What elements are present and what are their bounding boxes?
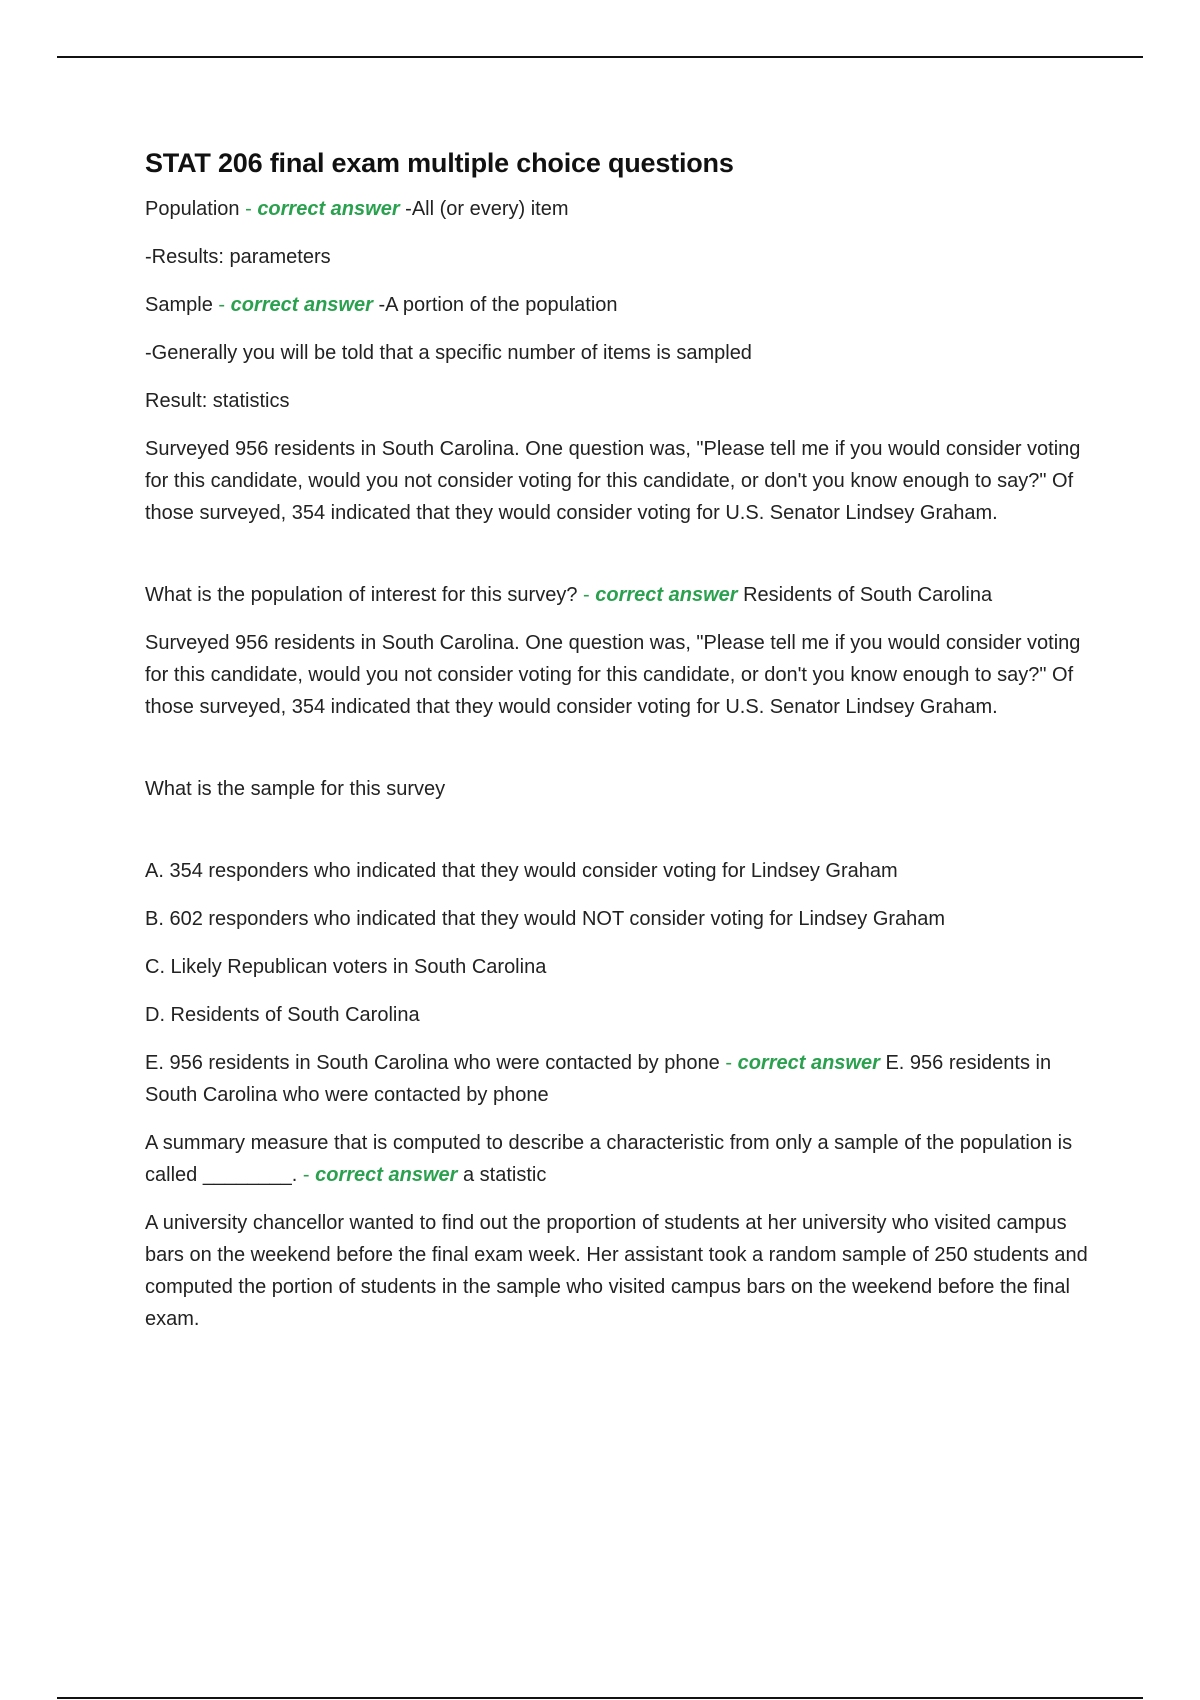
option-c: C. Likely Republican voters in South Carolina — [145, 956, 547, 978]
question-text: Population — [145, 198, 240, 220]
separator: - — [297, 1164, 316, 1186]
correct-answer-label: correct answer — [737, 1052, 880, 1074]
document-body — [145, 148, 1105, 1351]
answer-text: -All (or every) item — [405, 198, 569, 220]
answer-text: -A portion of the population — [378, 294, 618, 316]
correct-answer-label: correct answer — [230, 294, 373, 316]
qa-summary-measure — [145, 1127, 1105, 1191]
separator: - — [212, 294, 231, 316]
question-text: What is the population of interest for this survey? — [145, 584, 578, 606]
option-a: A. 354 responders who indicated that they would consider voting for Lindsey Graham — [145, 860, 898, 882]
separator: - — [719, 1052, 738, 1074]
correct-answer-label: correct answer — [595, 584, 738, 606]
survey-description-1: Surveyed 956 residents in South Carolina. One question was, "Please tell me if you would consider voting for this candidate, would you not consider voting for this candidate, or don't you know enough to say?" Of those surveyed, 354 indicated that they would consider voting for U.S. Senator Lindsey Graham. — [145, 438, 1081, 524]
separator: - — [239, 198, 258, 220]
footer-rule — [57, 1697, 1143, 1699]
document-title: STAT 206 final exam multiple choice questions — [145, 148, 734, 178]
survey-description-2: Surveyed 956 residents in South Carolina. One question was, "Please tell me if you would consider voting for this candidate, would you not consider voting for this candidate, or don't you know enough to say?" Of those surveyed, 354 indicated that they would consider voting for U.S. Senator Lindsey Graham. — [145, 632, 1081, 718]
separator: - — [577, 584, 596, 606]
answer-text: E. 956 residents in South Carolina who were contacted by phone — [145, 1052, 1052, 1106]
question-text: Sample — [145, 294, 213, 316]
note-sample-size: -Generally you will be told that a specific number of items is sampled — [145, 342, 752, 364]
answer-text: Residents of South Carolina — [737, 584, 993, 606]
question-sample-survey: What is the sample for this survey — [145, 778, 446, 800]
question-text: A summary measure that is computed to describe a characteristic from only a sample of the population is called ________. — [145, 1132, 1073, 1186]
qa-population — [145, 193, 1105, 225]
option-d: D. Residents of South Carolina — [145, 1004, 420, 1026]
header-rule — [57, 56, 1143, 58]
option-b: B. 602 responders who indicated that they would NOT consider voting for Lindsey Graham — [145, 908, 946, 930]
qa-population-of-interest — [145, 579, 1105, 611]
correct-answer-label: correct answer — [257, 198, 400, 220]
answer-text: a statistic — [457, 1164, 547, 1186]
correct-answer-label: correct answer — [315, 1164, 458, 1186]
chancellor-scenario: A university chancellor wanted to find out the proportion of students at her university who visited campus bars on the weekend before the final exam week. Her assistant took a random sample of 250 students and computed the portion of students in the sample who visited campus bars on the weekend before the final exam. — [145, 1212, 1088, 1330]
note-result-statistics: Result: statistics — [145, 390, 290, 412]
qa-sample — [145, 289, 1105, 321]
note-results-parameters: -Results: parameters — [145, 246, 331, 268]
question-text: E. 956 residents in South Carolina who were contacted by phone — [145, 1052, 720, 1074]
option-e-with-answer — [145, 1047, 1105, 1111]
